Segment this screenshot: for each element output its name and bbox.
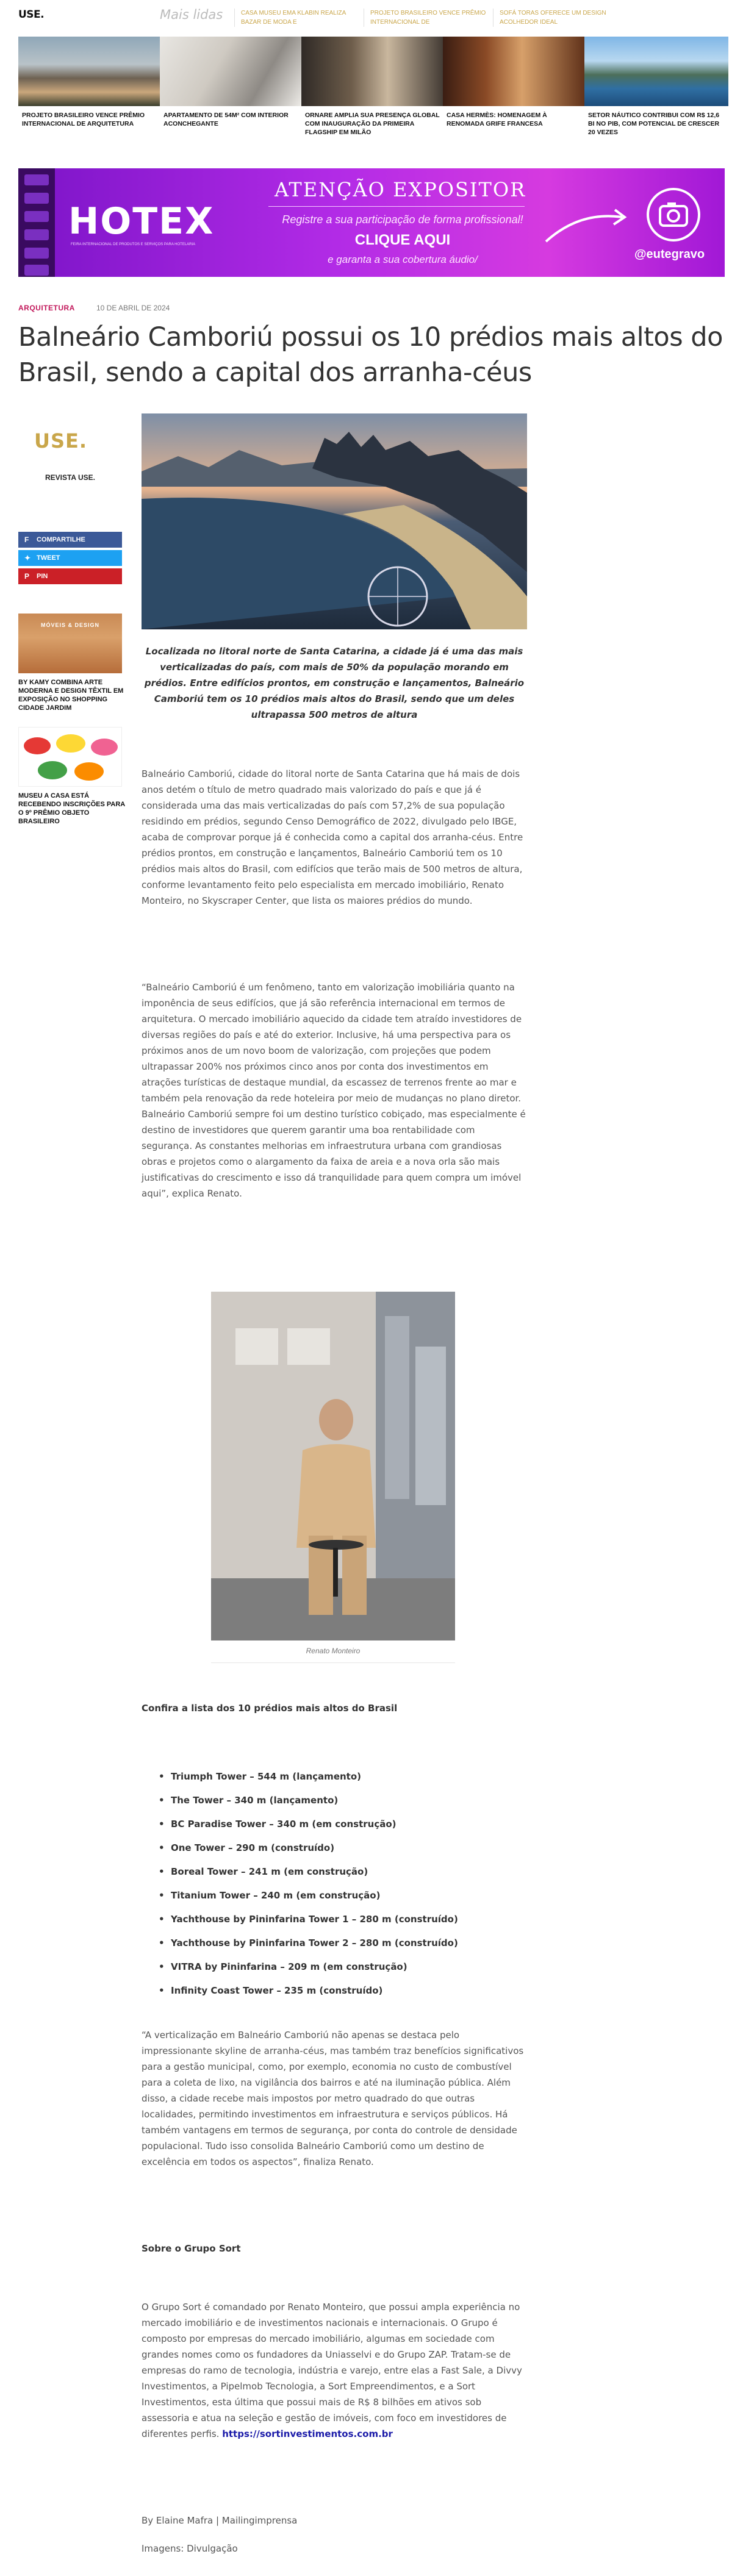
- list-item: • The Tower – 340 m (lançamento): [171, 1792, 537, 1816]
- camera-icon: [647, 188, 700, 242]
- facebook-share-button[interactable]: [18, 532, 122, 548]
- twitter-icon: ✦: [24, 554, 31, 562]
- author-name[interactable]: REVISTA USE.: [45, 473, 95, 482]
- portrait-image: [211, 1292, 455, 1640]
- pinterest-icon: P: [24, 572, 30, 581]
- share-label: COMPARTILHE: [37, 536, 85, 543]
- article-paragraph: “A verticalização em Balneário Camboriú não apenas se destaca pelo impressionante skyline de arranha-céus, mas também traz benefícios significativos para a gestão municipal, como, por exemplo, economia no custo de combustível para a coleta de lixo, na vigilância dos bairros e até na iluminação pública. Além disso, a cidade recebe mais impostos por metro quadrado do que outras localidades, permitindo investimentos em infraestrutura e serviços públicos. Há também vantagens em termos de segurança, por conta do controle de densidade populacional. Tudo isso consolida Balneário Camboriú como um destino de excelência em todos os aspectos”, finaliza Renato.: [142, 2030, 524, 2167]
- thumb-image: [160, 37, 304, 106]
- thumb-overlay-text: MÓVEIS & DESIGN: [40, 622, 99, 628]
- colorful-objects-image: [19, 728, 123, 787]
- banner-subtitle-2: e garanta a sua cobertura áudio/: [328, 254, 478, 265]
- banner-logo: HOTEX: [68, 200, 215, 243]
- portrait-caption: Renato Monteiro: [211, 1647, 455, 1663]
- related-thumb[interactable]: [18, 614, 122, 673]
- list-item: • Triumph Tower – 544 m (lançamento): [171, 1769, 537, 1792]
- ticker-item[interactable]: SOFÁ TORAS OFERECE UM DESIGN ACOLHEDOR IDEAL: [493, 9, 621, 27]
- thumb-caption: CASA HERMÈS: HOMENAGEM À RENOMADA GRIFE FRANCESA: [447, 112, 547, 127]
- banner-divider: [268, 206, 525, 207]
- thumb-image: [18, 37, 162, 106]
- article-headline: Balneário Camboriú possui os 10 prédios mais altos do Brasil, sendo a capital dos arranha-céus: [18, 322, 723, 388]
- facebook-icon: F: [24, 535, 29, 544]
- banner-cta[interactable]: CLIQUE AQUI: [354, 232, 451, 248]
- list-item: • Infinity Coast Tower – 235 m (construído): [171, 1983, 537, 2006]
- list-heading: Confira a lista dos 10 prédios mais altos do Brasil: [142, 1703, 398, 1714]
- list-item: • Titanium Tower – 240 m (em construção): [171, 1887, 537, 1911]
- towers-list: [171, 1769, 537, 2006]
- thumb-caption: SETOR NÁUTICO CONTRIBUI COM R$ 12,6 BI NO PIB, COM POTENCIAL DE CRESCER 20 VEZES: [588, 112, 720, 136]
- related-caption[interactable]: MUSEU A CASA ESTÁ RECEBENDO INSCRIÇÕES PARA O 9º PRÊMIO OBJETO BRASILEIRO: [18, 792, 125, 825]
- arrow-icon: [543, 205, 634, 248]
- featured-thumb[interactable]: [443, 37, 587, 128]
- ticker-item[interactable]: PROJETO BRASILEIRO VENCE PRÊMIO INTERNACIONAL DE: [364, 9, 492, 27]
- thumb-caption: APARTAMENTO DE 54M² COM INTERIOR ACONCHEGANTE: [163, 112, 289, 127]
- list-item: • Yachthouse by Pininfarina Tower 2 – 280 m (construído): [171, 1935, 537, 1959]
- related-caption[interactable]: BY KAMY COMBINA ARTE MODERNA E DESIGN TÊXTIL EM EXPOSIÇÃO NO SHOPPING CIDADE JARDIM: [18, 679, 124, 712]
- sort-link[interactable]: https://sortinvestimentos.com.br: [222, 2428, 393, 2439]
- article-category[interactable]: ARQUITETURA: [18, 304, 75, 312]
- featured-thumb[interactable]: [18, 37, 162, 128]
- advertisement-banner[interactable]: [18, 168, 725, 277]
- most-read-label: Mais lidas: [160, 7, 223, 22]
- article-date: 10 DE ABRIL DE 2024: [96, 304, 170, 312]
- pinterest-share-button[interactable]: [18, 568, 122, 584]
- featured-thumb[interactable]: [301, 37, 445, 137]
- featured-thumb[interactable]: [584, 37, 728, 137]
- list-item: • One Tower – 290 m (construído): [171, 1840, 537, 1864]
- thumb-image: [301, 37, 445, 106]
- images-credit: Imagens: Divulgação: [142, 2543, 238, 2554]
- film-strip-decoration: [18, 168, 55, 277]
- paragraph-text: O Grupo Sort é comandado por Renato Monteiro, que possui ampla experiência no mercado imobiliário e de investimentos nacionais e internacionais. O Grupo é composto por empresas do mercado imobiliário, algumas em sociedade com grandes nomes como os fundadores da Uniasselvi e do Grupo ZAP. Tratam-se de empresas do ramo de tecnologia, indústria e varejo, entre elas a Fast Sale, a Divvy Investimentos, a Pipelmob Tecnologia, a Sort Empreendimentos, e a Sort Investimentos, esta última que possui mais de R$ 8 bilhões em ativos sob assessoria e atua na seleção e gestão de imóveis, com foco em investidores de diferentes perfis.: [142, 2302, 522, 2439]
- site-header: [0, 0, 743, 29]
- article-lead: Localizada no litoral norte de Santa Catarina, a cidade já é uma das mais verticalizadas do país, com mais de 50% da população morando em prédios. Entre edifícios prontos, em construção e lançamentos, Balneário Camboriú tem os 10 prédios mais altos do Brasil, sendo que um deles ultrapassa 500 metros de altura: [144, 646, 525, 720]
- twitter-share-button[interactable]: [18, 550, 122, 566]
- share-label: TWEET: [37, 554, 60, 562]
- list-item: • BC Paradise Tower – 340 m (em construção): [171, 1816, 537, 1840]
- list-item: • VITRA by Pininfarina – 209 m (em construção): [171, 1959, 537, 1983]
- list-item: • Boreal Tower – 241 m (em construção): [171, 1864, 537, 1887]
- banner-logo-subtitle: FEIRA INTERNACIONAL DE PRODUTOS E SERVIÇOS PARA HOTELARIA: [71, 243, 196, 246]
- share-label: PIN: [37, 573, 48, 580]
- list-item: • Yachthouse by Pininfarina Tower 1 – 280 m (construído): [171, 1911, 537, 1935]
- thumb-image: [584, 37, 728, 106]
- article-paragraph-with-link: [142, 2299, 527, 2442]
- banner-handle: @eutegravo: [634, 248, 705, 261]
- article-hero-image: [142, 413, 527, 629]
- thumb-caption: ORNARE AMPLIA SUA PRESENÇA GLOBAL COM INAUGURAÇÃO DA PRIMEIRA FLAGSHIP EM MILÃO: [305, 112, 440, 136]
- author-logo[interactable]: USE.: [34, 429, 88, 453]
- related-thumb[interactable]: [18, 727, 122, 787]
- featured-thumb[interactable]: [160, 37, 304, 128]
- article-paragraph: Balneário Camboriú, cidade do litoral norte de Santa Catarina que há mais de dois anos detém o título de metro quadrado mais valorizado do país e que já é considerada uma das mais verticalizadas do país com 57,2% de sua população residindo em prédios, segundo Censo Demográfico de 2022, divulgado pelo IBGE, acaba de comprovar porque já é conhecida como a capital dos arranha-céus. Entre prédios prontos, em construção e lançamentos, Balneário Camboriú tem os 10 prédios mais altos do Brasil, com edifícios que terão mais de 500 metros de altura, conforme levantamento feito pelo especialista em mercado imobiliário, Renato Monteiro, no Skyscraper Center, que lista os maiores prédios do mundo.: [142, 768, 523, 906]
- banner-title: ATENÇÃO EXPOSITOR: [275, 178, 526, 201]
- article-paragraph: “Balneário Camboriú é um fenômeno, tanto em valorização imobiliária quanto na imponência de seus edifícios, que já são referência internacional em termos de arquitetura. O mercado imobiliário aquecido da cidade tem atraído investidores de diversas regiões do país e até do exterior. Inclusive, há uma perspectiva para os próximos anos de um novo boom de valorização, com projeções que podem ultrapassar 200% nos próximos cinco anos por conta dos investimentos em atrações turísticas de destaque mundial, da escassez de terrenos frente ao mar e também pela renovação da rede hoteleira por meio de mudanças no plano diretor. Balneário Camboriú sempre foi um destino turístico cobiçado, mas especialmente é destino de investidores que querem garantir uma boa rentabilidade com segurança. As constantes melhorias em infraestrutura urbana com grandiosas obras e projetos como o alargamento da faixa de areia e a nova orla são mais justificativas do crescimento e isso dá tranquilidade para quem compra um imóvel aqui”, explica Renato.: [142, 982, 526, 1199]
- thumb-image: [443, 37, 587, 106]
- byline: By Elaine Mafra | Mailingimprensa: [142, 2515, 298, 2526]
- banner-subtitle: Registre a sua participação de forma profissional!: [282, 213, 523, 226]
- thumb-caption: PROJETO BRASILEIRO VENCE PRÊMIO INTERNACIONAL DE ARQUITETURA: [22, 112, 145, 127]
- ticker-item[interactable]: CASA MUSEU EMA KLABIN REALIZA BAZAR DE MODA E: [234, 9, 362, 27]
- section-heading: Sobre o Grupo Sort: [142, 2243, 241, 2254]
- site-logo[interactable]: USE.: [18, 9, 45, 21]
